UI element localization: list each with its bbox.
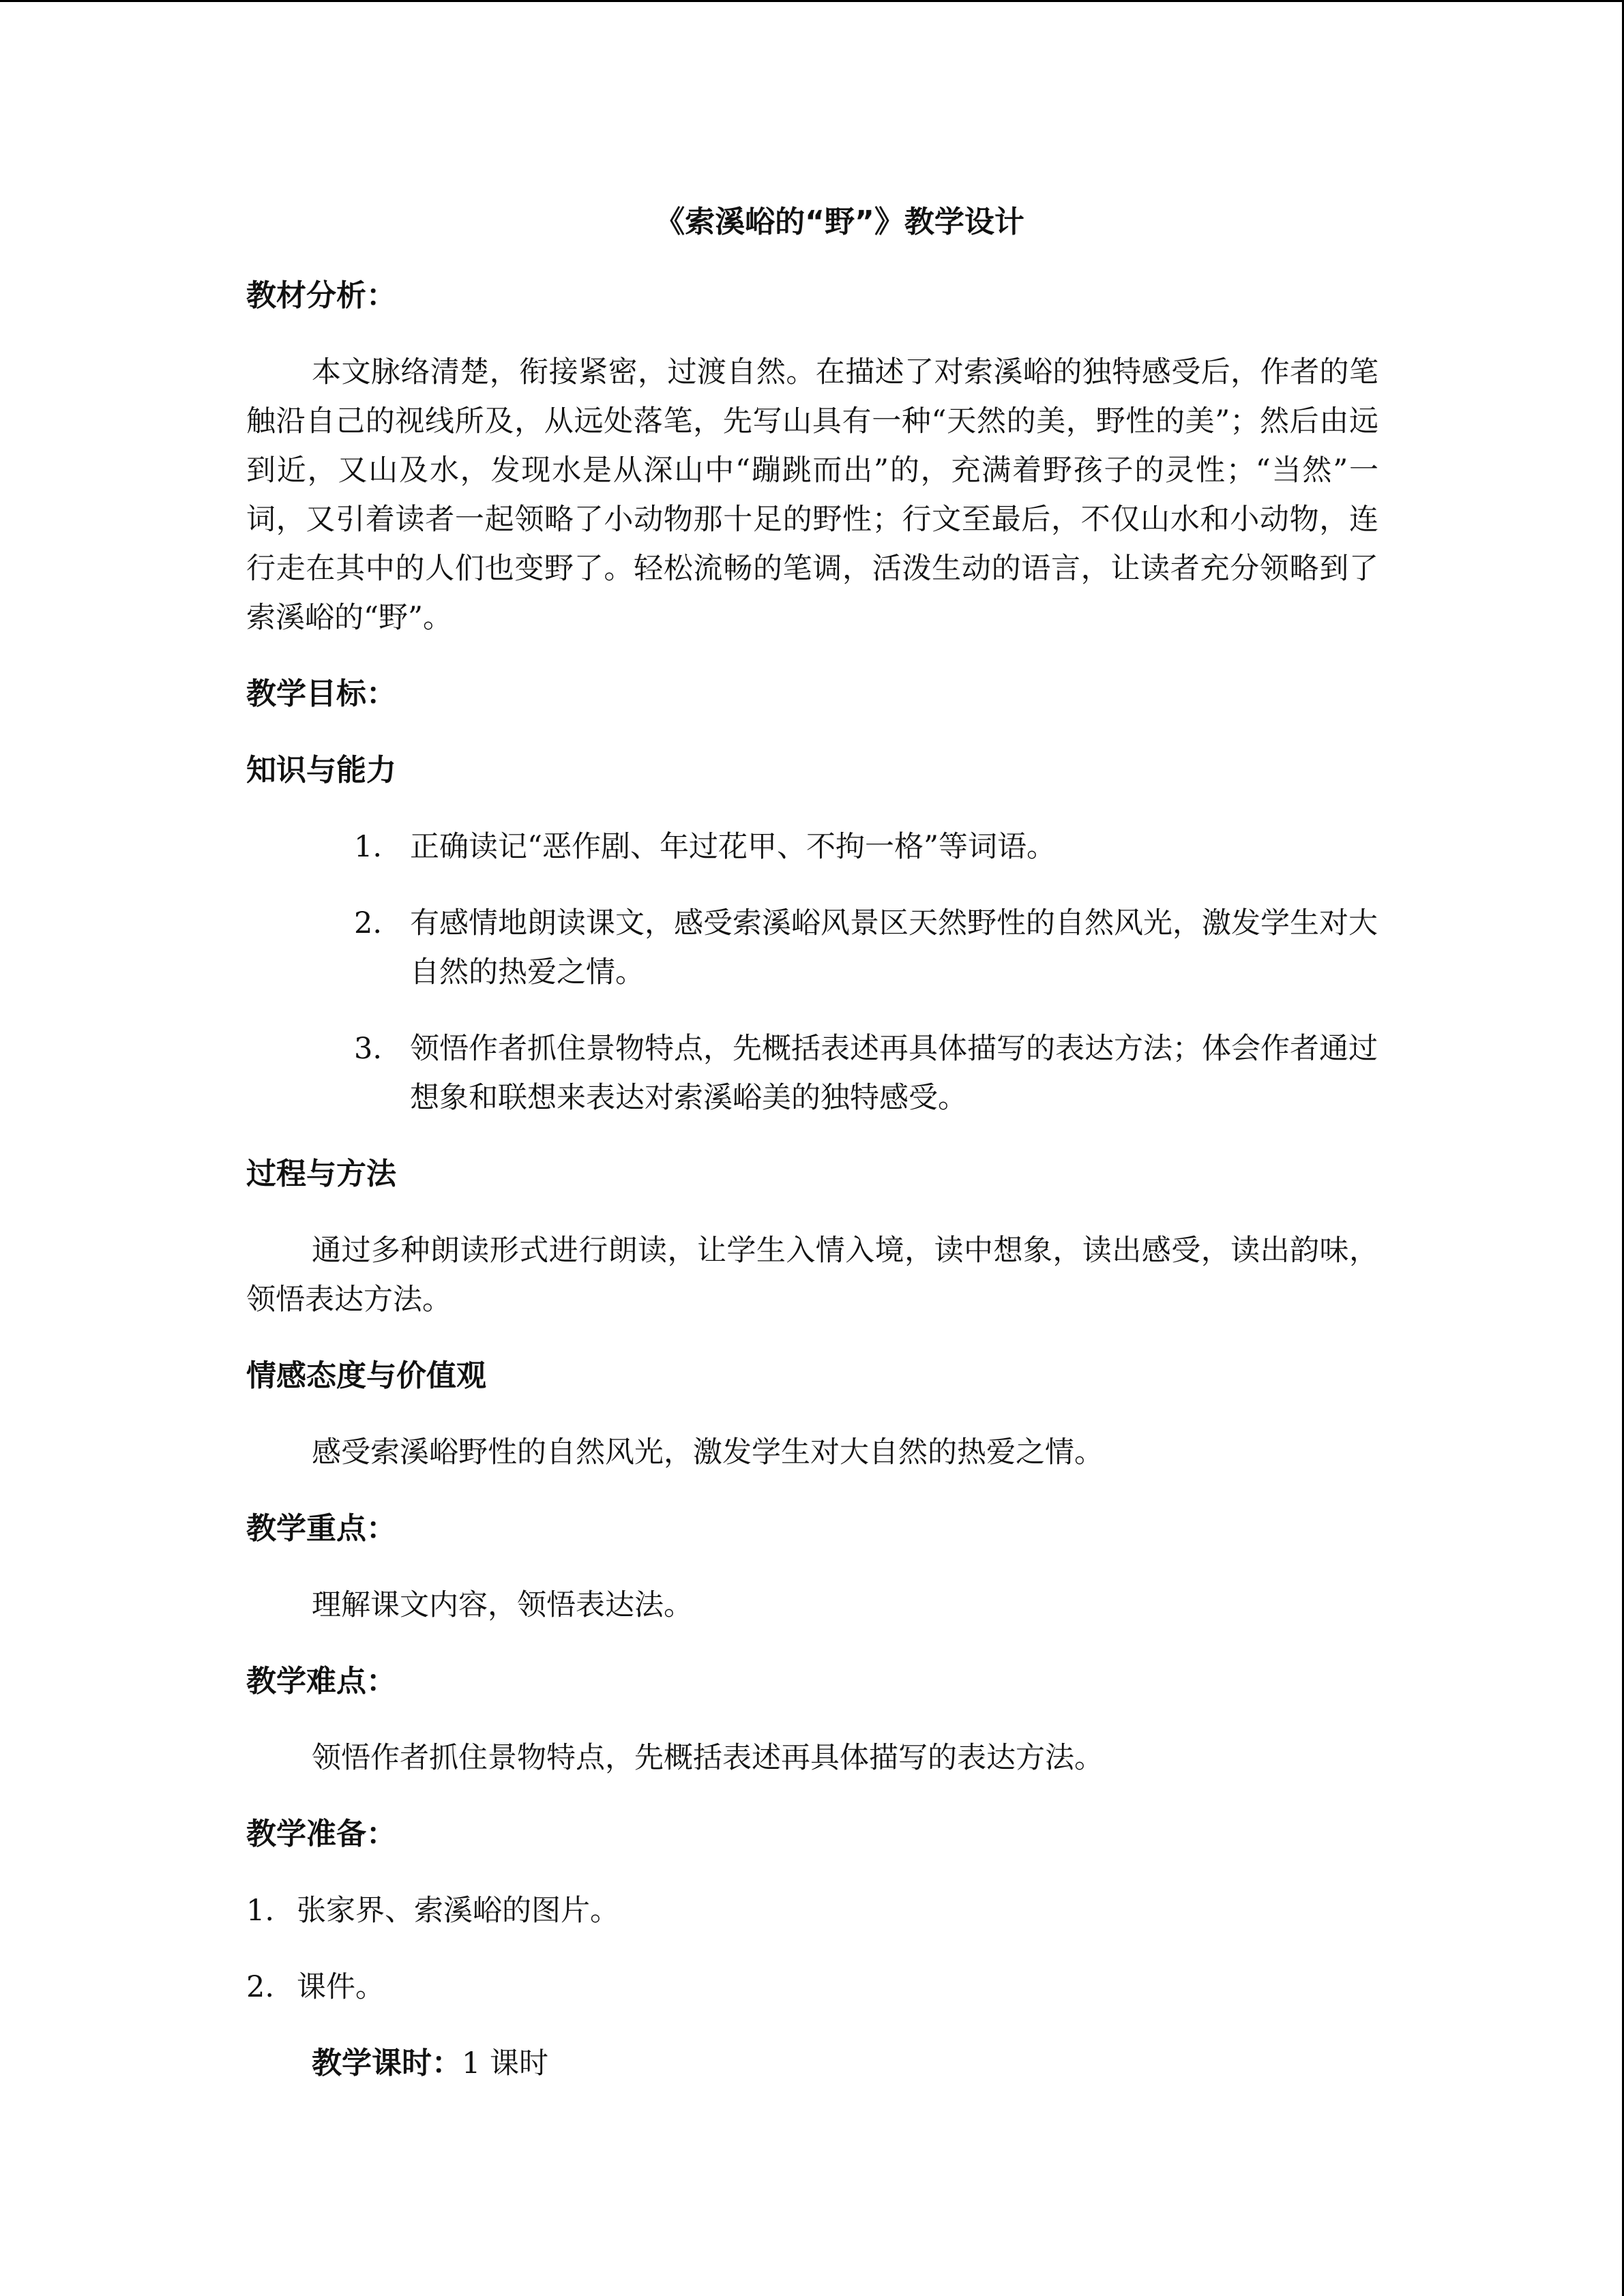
list-item-number: 1. xyxy=(354,830,383,864)
list-item xyxy=(246,1024,1378,1122)
list-item-text: 正确读记“恶作剧、年过花甲、不拘一格”等词语。 xyxy=(410,830,1056,864)
list-item-number: 2. xyxy=(354,906,383,940)
emotion-heading: 情感态度与价值观 xyxy=(246,1358,486,1393)
preparation-list xyxy=(246,1886,1378,2012)
page-top-border xyxy=(0,0,1624,2)
emotion-text: 感受索溪峪野性的自然风光，激发学生对大自然的热爱之情。 xyxy=(312,1435,1104,1470)
material-analysis-heading: 教材分析： xyxy=(246,278,396,313)
list-item xyxy=(246,899,1378,997)
class-period-value: 1 课时 xyxy=(462,2046,549,2081)
list-item-number: 3. xyxy=(354,1032,383,1066)
preparation-heading: 教学准备： xyxy=(246,1817,396,1851)
knowledge-list xyxy=(246,822,1378,1122)
document-title: 《索溪峪的“野”》教学设计 xyxy=(655,205,1024,239)
difficulties-heading: 教学难点： xyxy=(246,1664,396,1699)
material-analysis-text: 本文脉络清楚，衔接紧密，过渡自然。在描述了对索溪峪的独特感受后，作者的笔触沿自己的视线所及，从远处落笔，先写山具有一种“天然的美，野性的美”；然后由远到近，又山及水，发现水是从深山中“蹦跳而出”的，充满着野孩子的灵性；“当然”一词，又引着读者一起领略了小动物那十足的野性；行文至最后，不仅山水和小动物，连行走在其中的人们也变野了。轻松流畅的笔调，活泼生动的语言，让读者充分领略到了索溪峪的“野”。 xyxy=(246,355,1378,635)
list-item-text: 有感情地朗读课文，感受索溪峪风景区天然野性的自然风光，激发学生对大自然的热爱之情。 xyxy=(410,906,1378,989)
list-item-text: 领悟作者抓住景物特点，先概括表述再具体描写的表达方法；体会作者通过想象和联想来表达对索溪峪美的独特感受。 xyxy=(410,1032,1378,1115)
list-item-text: 课件。 xyxy=(297,1970,385,2004)
key-points-text: 理解课文内容，领悟表达法。 xyxy=(312,1588,693,1622)
list-item-number: 1. xyxy=(246,1894,275,1928)
document-page xyxy=(246,198,1378,2088)
list-item-number: 2. xyxy=(246,1970,275,2004)
list-item xyxy=(246,1963,1378,2012)
class-period-label: 教学课时： xyxy=(312,2046,462,2081)
list-item-text: 张家界、索溪峪的图片。 xyxy=(297,1894,619,1928)
process-text: 通过多种朗读形式进行朗读，让学生入情入境，读中想象，读出感受，读出韵味，领悟表达方法。 xyxy=(246,1234,1378,1317)
process-heading: 过程与方法 xyxy=(246,1157,396,1191)
goals-heading: 教学目标： xyxy=(246,676,396,711)
list-item xyxy=(246,822,1378,871)
class-period-line xyxy=(246,2039,1378,2088)
knowledge-heading: 知识与能力 xyxy=(246,753,396,788)
list-item xyxy=(246,1886,1378,1935)
difficulties-text: 领悟作者抓住景物特点，先概括表述再具体描写的表达方法。 xyxy=(312,1741,1104,1775)
key-points-heading: 教学重点： xyxy=(246,1511,396,1546)
